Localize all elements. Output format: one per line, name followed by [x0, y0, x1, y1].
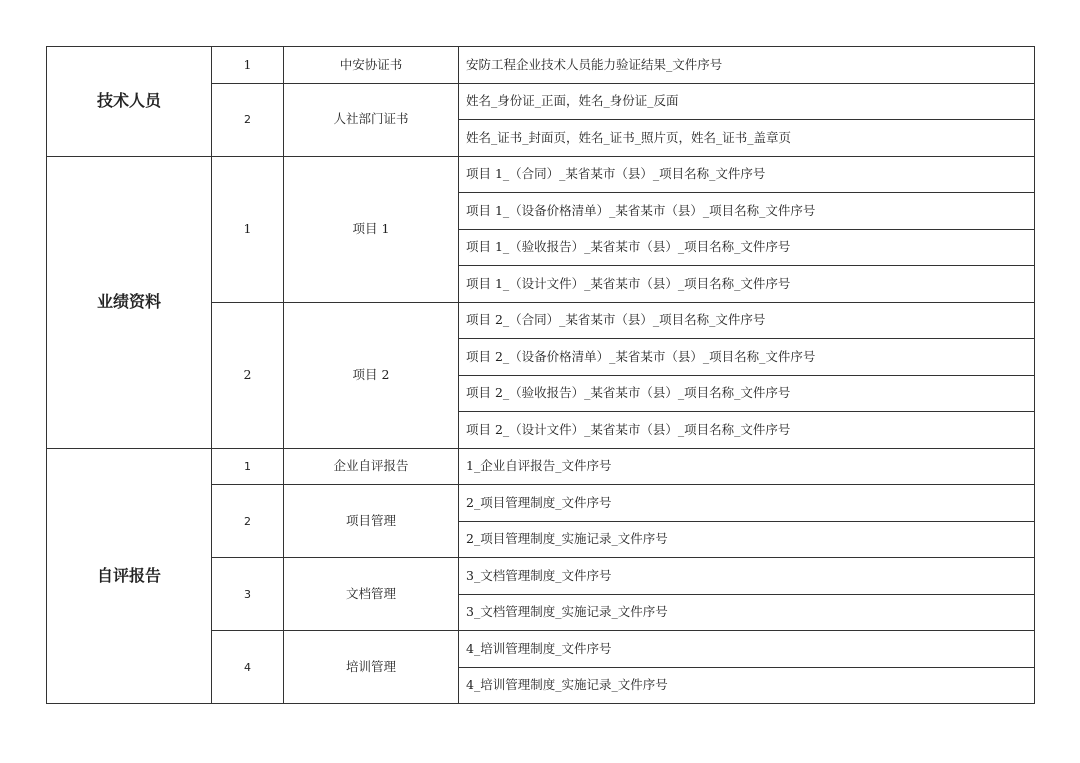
file-name: 姓名_身份证_正面，姓名_身份证_反面: [459, 83, 1035, 120]
item-name: 文档管理: [284, 558, 459, 631]
table-row: [47, 156, 1035, 193]
table-row: [47, 47, 1035, 84]
item-name: 项目 1: [284, 156, 459, 302]
file-name: 项目 2_（设计文件）_某省某市（县）_项目名称_文件序号: [459, 412, 1035, 449]
item-number: 2: [212, 83, 284, 156]
item-number: 4: [212, 631, 284, 704]
item-number: 2: [212, 302, 284, 448]
file-name: 1_企业自评报告_文件序号: [459, 448, 1035, 485]
item-number: 3: [212, 558, 284, 631]
file-name: 2_项目管理制度_实施记录_文件序号: [459, 521, 1035, 558]
file-name: 项目 2_（验收报告）_某省某市（县）_项目名称_文件序号: [459, 375, 1035, 412]
item-name: 中安协证书: [284, 47, 459, 84]
item-number: 1: [212, 156, 284, 302]
file-name: 2_项目管理制度_文件序号: [459, 485, 1035, 522]
file-name: 4_培训管理制度_实施记录_文件序号: [459, 667, 1035, 704]
item-name: 项目管理: [284, 485, 459, 558]
file-name: 安防工程企业技术人员能力验证结果_文件序号: [459, 47, 1035, 84]
file-name: 3_文档管理制度_实施记录_文件序号: [459, 594, 1035, 631]
file-name: 项目 2_（设备价格清单）_某省某市（县）_项目名称_文件序号: [459, 339, 1035, 376]
file-name: 4_培训管理制度_文件序号: [459, 631, 1035, 668]
category-cell: 技术人员: [47, 47, 212, 157]
file-naming-table: [46, 46, 1035, 704]
item-number: 1: [212, 47, 284, 84]
category-cell: 自评报告: [47, 448, 212, 704]
item-number: 1: [212, 448, 284, 485]
file-name: 项目 1_（设计文件）_某省某市（县）_项目名称_文件序号: [459, 266, 1035, 303]
item-name: 人社部门证书: [284, 83, 459, 156]
file-name: 姓名_证书_封面页，姓名_证书_照片页，姓名_证书_盖章页: [459, 120, 1035, 157]
item-name: 企业自评报告: [284, 448, 459, 485]
item-name: 项目 2: [284, 302, 459, 448]
file-name: 项目 1_（验收报告）_某省某市（县）_项目名称_文件序号: [459, 229, 1035, 266]
category-cell: 业绩资料: [47, 156, 212, 448]
file-name: 项目 1_（设备价格清单）_某省某市（县）_项目名称_文件序号: [459, 193, 1035, 230]
file-name: 项目 2_（合同）_某省某市（县）_项目名称_文件序号: [459, 302, 1035, 339]
file-name: 项目 1_（合同）_某省某市（县）_项目名称_文件序号: [459, 156, 1035, 193]
item-name: 培训管理: [284, 631, 459, 704]
item-number: 2: [212, 485, 284, 558]
file-name: 3_文档管理制度_文件序号: [459, 558, 1035, 595]
table-row: [47, 448, 1035, 485]
